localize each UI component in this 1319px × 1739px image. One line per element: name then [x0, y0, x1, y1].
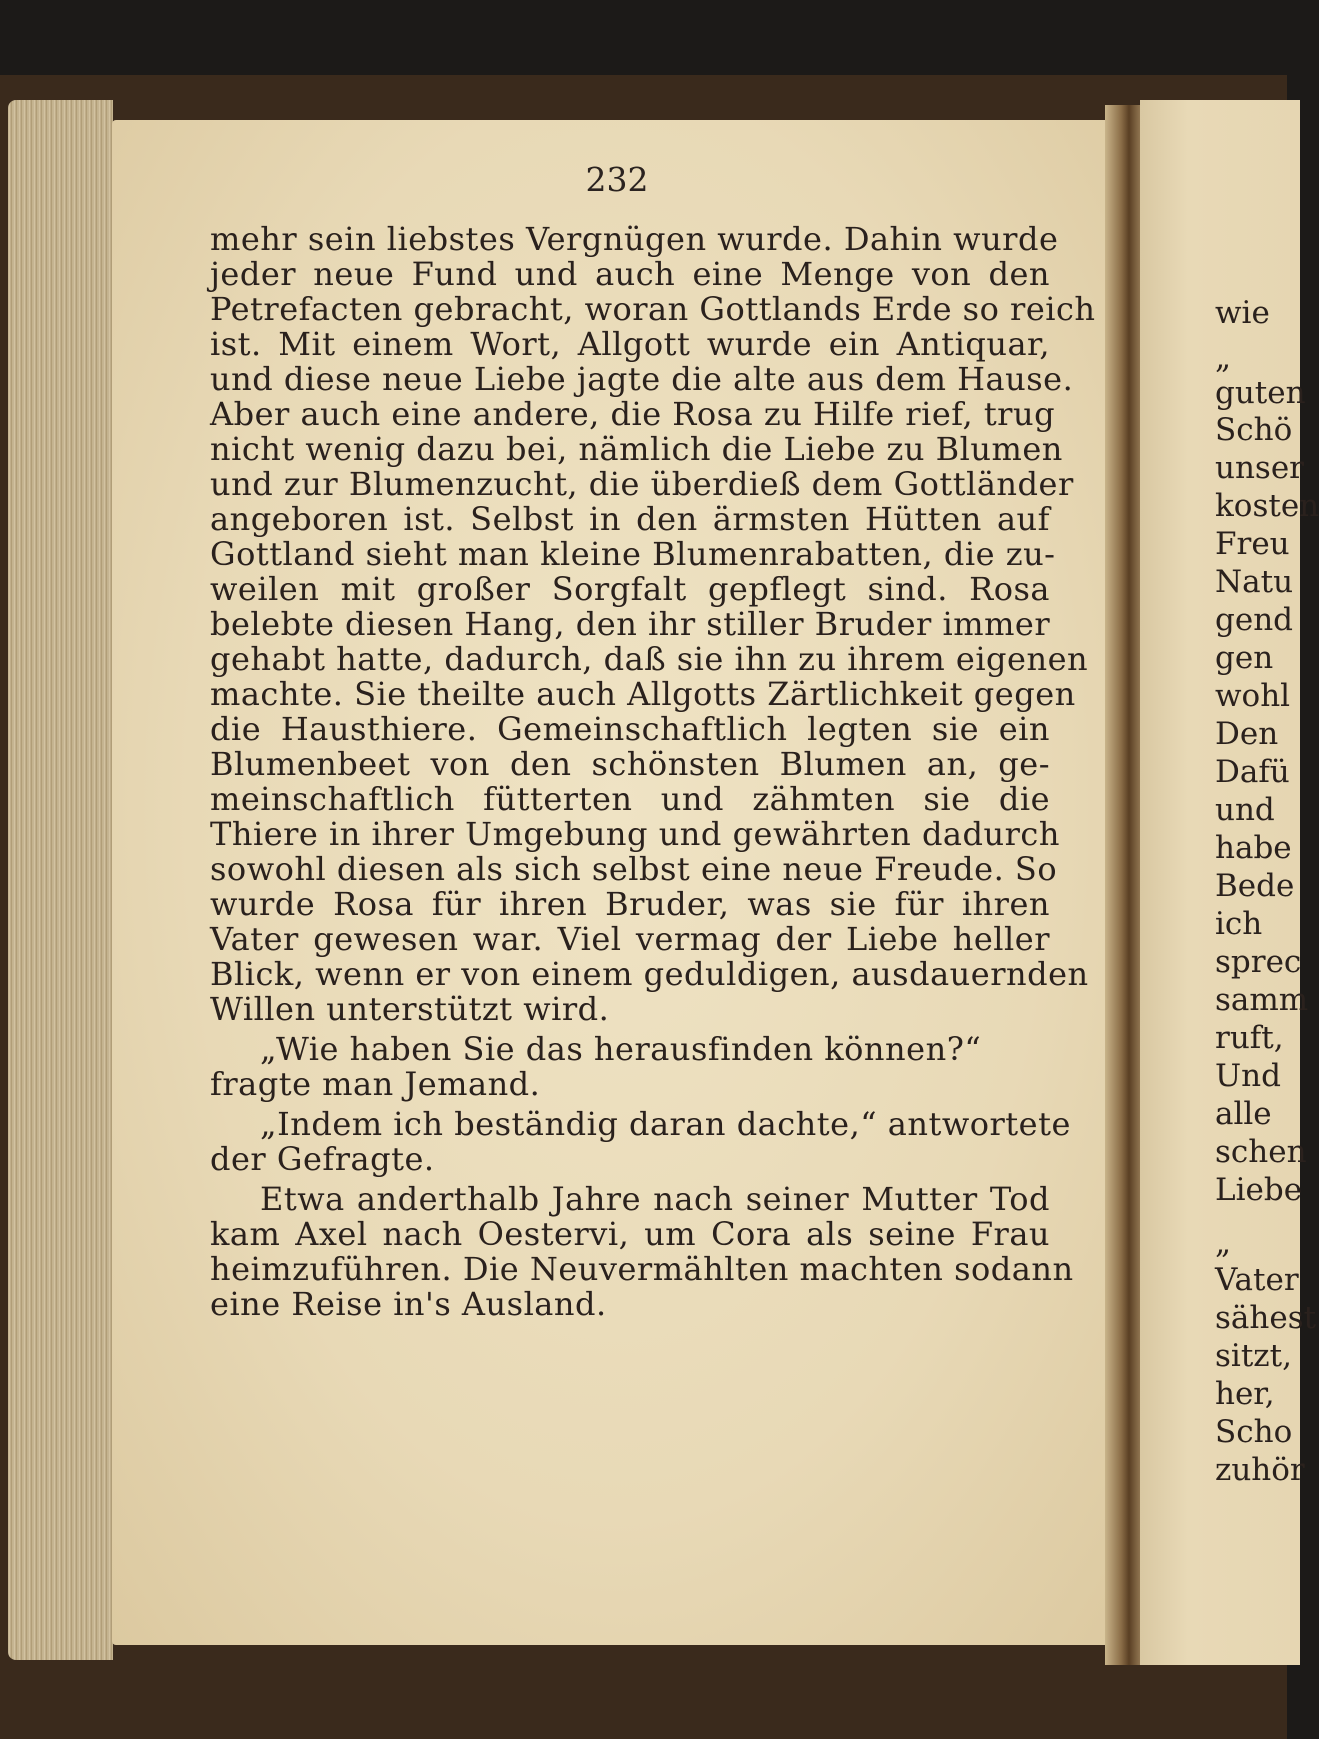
right-page-fragment: Natu [1215, 564, 1294, 600]
text-line: eine Reise in's Ausland. [210, 1285, 607, 1323]
text-line: gehabt hatte, dadurch, daß sie ihn zu ihrem eigenen [210, 640, 1089, 678]
text-line: wurde Rosa für ihren Bruder, was sie für ihren [210, 885, 1050, 923]
right-page-fragment: zuhör [1215, 1452, 1305, 1488]
text-line: der Gefragte. [210, 1140, 435, 1178]
text-line: Vater gewesen war. Viel vermag der Liebe heller [210, 920, 1050, 958]
right-page-fragment: Bede [1215, 868, 1295, 904]
right-page-fragment: Und [1215, 1058, 1281, 1094]
text-line: Petrefacten gebracht, woran Gottlands Erde so reich [210, 290, 1096, 328]
right-page-fragment: sprec [1215, 944, 1302, 980]
text-line: nicht wenig dazu bei, nämlich die Liebe zu Blumen [210, 430, 1063, 468]
book-gutter [1105, 105, 1145, 1665]
page-number: 232 [585, 160, 649, 199]
text-line: Willen unterstützt wird. [210, 990, 610, 1028]
right-page-fragment: kosten [1215, 488, 1319, 524]
text-line: angeboren ist. Selbst in den ärmsten Hütten auf [210, 500, 1050, 538]
right-page-fragment: gen [1215, 640, 1274, 676]
right-page-fragment: habe [1215, 830, 1292, 866]
right-page-fragment: Liebe [1215, 1172, 1303, 1208]
text-line: kam Axel nach Oestervi, um Cora als seine Frau [210, 1215, 1050, 1253]
right-page-fragment: ich [1215, 906, 1263, 942]
right-page-fragment: „ [1215, 340, 1232, 376]
right-page-fragment: Dafü [1215, 754, 1290, 790]
right-page-fragment: unser [1215, 450, 1305, 486]
right-page-fragment: Schö [1215, 412, 1293, 448]
text-line: sowohl diesen als sich selbst eine neue Freude. So [210, 850, 1058, 888]
right-page-fragment: Vater [1215, 1262, 1299, 1298]
right-page-fragment: wohl [1215, 678, 1291, 714]
text-line: Thiere in ihrer Umgebung und gewährten dadurch [210, 815, 1060, 853]
text-line: Aber auch eine andere, die Rosa zu Hilfe rief, trug [210, 395, 1056, 433]
text-line: jeder neue Fund und auch eine Menge von den [210, 255, 1050, 293]
text-line: mehr sein liebstes Vergnügen wurde. Dahin wurde [210, 220, 1059, 258]
right-page-fragment: samm [1215, 982, 1309, 1018]
page-edges [8, 100, 113, 1660]
text-line: Gottland sieht man kleine Blumenrabatten, die zu- [210, 535, 1056, 573]
text-line: belebte diesen Hang, den ihr stiller Bruder immer [210, 605, 1051, 643]
right-page-fragment: schen [1215, 1134, 1307, 1170]
text-line: Blick, wenn er von einem geduldigen, ausdauernden [210, 955, 1089, 993]
right-page-fragment: sähest [1215, 1300, 1317, 1336]
text-line: fragte man Jemand. [210, 1065, 541, 1103]
text-line: Etwa anderthalb Jahre nach seiner Mutter Tod [260, 1180, 1050, 1218]
right-page-fragment: gend [1215, 602, 1293, 638]
right-page-fragment: wie [1215, 295, 1270, 331]
text-line: weilen mit großer Sorgfalt gepflegt sind. Rosa [210, 570, 1050, 608]
right-page-fragment: und [1215, 792, 1275, 828]
text-line: „Wie haben Sie das herausfinden können?“ [260, 1030, 982, 1068]
text-line: und zur Blumenzucht, die überdieß dem Gottländer [210, 465, 1074, 503]
text-line: heimzuführen. Die Neuvermählten machten sodann [210, 1250, 1074, 1288]
right-page-fragment: sitzt, [1215, 1338, 1292, 1374]
right-page-fragment: alle [1215, 1096, 1272, 1132]
right-page-fragment: Scho [1215, 1414, 1293, 1450]
text-line: ist. Mit einem Wort, Allgott wurde ein Antiquar, [210, 325, 1050, 363]
right-page-fragment: Freu [1215, 526, 1290, 562]
right-page-fragment: guten [1215, 375, 1306, 411]
text-line: Blumenbeet von den schönsten Blumen an, ge- [210, 745, 1050, 783]
right-page-fragment: her, [1215, 1376, 1275, 1412]
right-page-fragment: „ [1215, 1225, 1232, 1261]
text-line: die Hausthiere. Gemeinschaftlich legten sie ein [210, 710, 1050, 748]
right-page-fragment: ruft, [1215, 1020, 1284, 1056]
right-page-fragment: Den [1215, 716, 1279, 752]
text-line: machte. Sie theilte auch Allgotts Zärtlichkeit gegen [210, 675, 1076, 713]
text-line: und diese neue Liebe jagte die alte aus dem Hause. [210, 360, 1074, 398]
text-line: meinschaftlich fütterten und zähmten sie die [210, 780, 1050, 818]
text-line: „Indem ich beständig daran dachte,“ antwortete [260, 1105, 1071, 1143]
